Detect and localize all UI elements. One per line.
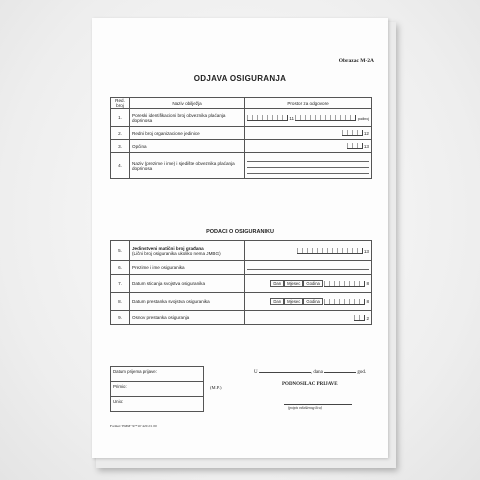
- section-title: PODACI O OSIGURANIKU: [206, 229, 274, 235]
- table-row: [111, 109, 372, 127]
- received-by-field[interactable]: Primio:: [111, 382, 203, 397]
- row-number: 5.: [111, 241, 130, 261]
- answer-cell[interactable]: [245, 275, 372, 293]
- digit-boxes[interactable]: [295, 115, 356, 121]
- row-label: Datum sticanja svojstva osiguranika: [130, 275, 245, 293]
- digit-boxes[interactable]: [342, 130, 363, 136]
- digit-count: 2: [366, 315, 369, 321]
- answer-cell[interactable]: [245, 109, 372, 127]
- digit-boxes[interactable]: [297, 248, 363, 254]
- table-header-row: [111, 98, 372, 109]
- registration-table: [110, 97, 372, 179]
- table-row: [111, 293, 372, 311]
- footer-code: Format: 'EMM'' 97*10' 420 2/1 00: [110, 424, 157, 428]
- table-row: [111, 127, 372, 140]
- row-label: Općina: [130, 140, 245, 153]
- answer-line[interactable]: [247, 163, 369, 168]
- place-field[interactable]: [259, 368, 311, 373]
- answer-cell[interactable]: [245, 261, 372, 275]
- header-desc: Naziv obilježja: [130, 98, 245, 109]
- form-title: ODJAVA OSIGURANJA: [193, 74, 287, 83]
- form-sheet: [92, 18, 388, 458]
- row-number: 1.: [111, 109, 130, 127]
- row-label: Naziv (prezime i ime) i sjedište obveznika plaćanja doprinosa: [130, 153, 245, 179]
- digit-boxes[interactable]: [354, 315, 365, 321]
- year-suffix: god.: [357, 370, 367, 375]
- date-field[interactable]: [324, 368, 356, 373]
- row-label: Prezime i ime osiguranika: [130, 261, 245, 275]
- received-date-field[interactable]: Datum prijema prijave:: [111, 367, 203, 382]
- digit-boxes[interactable]: [324, 299, 365, 305]
- answer-line[interactable]: [247, 169, 369, 174]
- row-label: Datum prestanka svojstva osiguranika: [130, 293, 245, 311]
- date-col-day: Dan: [270, 280, 284, 287]
- insured-table: [110, 240, 372, 325]
- table-row: [111, 275, 372, 293]
- signer-title: PODNOSILAC PRIJAVE: [282, 382, 338, 387]
- row-label: [130, 241, 245, 261]
- digit-count: 11: [289, 115, 295, 121]
- header-no: Red. broj: [111, 98, 130, 109]
- digit-boxes[interactable]: [347, 143, 363, 149]
- table-row: [111, 140, 372, 153]
- date-col-month: Mjesec: [284, 280, 303, 287]
- row-label-main: Jedinstveni matični broj građana: [132, 245, 204, 251]
- answer-cell[interactable]: [245, 140, 372, 153]
- form-code: Obrazac M-2A: [338, 58, 374, 64]
- date-col-year: Godina: [303, 298, 323, 305]
- answer-cell[interactable]: [245, 311, 372, 325]
- answer-line[interactable]: [247, 265, 369, 270]
- digit-boxes[interactable]: [247, 115, 288, 121]
- office-use-box: [110, 366, 204, 412]
- answer-cell[interactable]: [245, 127, 372, 140]
- row-number: 9.: [111, 311, 130, 325]
- answer-line[interactable]: [247, 157, 369, 162]
- row-label: Redni broj organizacione jedinice: [130, 127, 245, 140]
- day-prefix: , dana: [310, 370, 323, 375]
- digit-boxes[interactable]: [324, 281, 365, 287]
- table-row: [111, 261, 372, 275]
- table-row: [111, 311, 372, 325]
- date-col-month: Mjesec: [284, 298, 303, 305]
- row-label: Osnov prestanka osiguranja: [130, 311, 245, 325]
- row-label-sub: (Lični broj osiguranika ukoliko nema JMBG): [132, 250, 221, 256]
- row-number: 8.: [111, 293, 130, 311]
- row-number: 4.: [111, 153, 130, 179]
- digit-count: 13: [363, 248, 369, 254]
- row-number: 6.: [111, 261, 130, 275]
- answer-cell[interactable]: [245, 153, 372, 179]
- table-row: [111, 241, 372, 261]
- row-number: 2.: [111, 127, 130, 140]
- entered-by-field[interactable]: Unio:: [113, 399, 124, 404]
- row-number: 3.: [111, 140, 130, 153]
- digit-count: 8: [366, 299, 369, 304]
- digit-count: 8: [366, 281, 369, 286]
- date-col-year: Godina: [303, 280, 323, 287]
- answer-cell[interactable]: [245, 293, 372, 311]
- place-prefix: U: [254, 370, 258, 375]
- signature-line[interactable]: [284, 404, 352, 405]
- sublabel: podbroj: [357, 116, 369, 121]
- digit-count: 12: [363, 131, 369, 136]
- header-space: Prostor za odgovore: [245, 98, 372, 109]
- row-label: Poreski identifikacioni broj obveznika plaćanja doprinosa: [130, 109, 245, 127]
- place-date-line: [254, 368, 366, 375]
- signature-caption: (potpis ovlaštenog lica): [288, 406, 322, 410]
- digit-count: 13: [363, 144, 369, 149]
- date-col-day: Dan: [270, 298, 284, 305]
- row-number: 7.: [111, 275, 130, 293]
- table-row: [111, 153, 372, 179]
- stamp-place: (M.P.): [210, 385, 222, 390]
- answer-cell[interactable]: [245, 241, 372, 261]
